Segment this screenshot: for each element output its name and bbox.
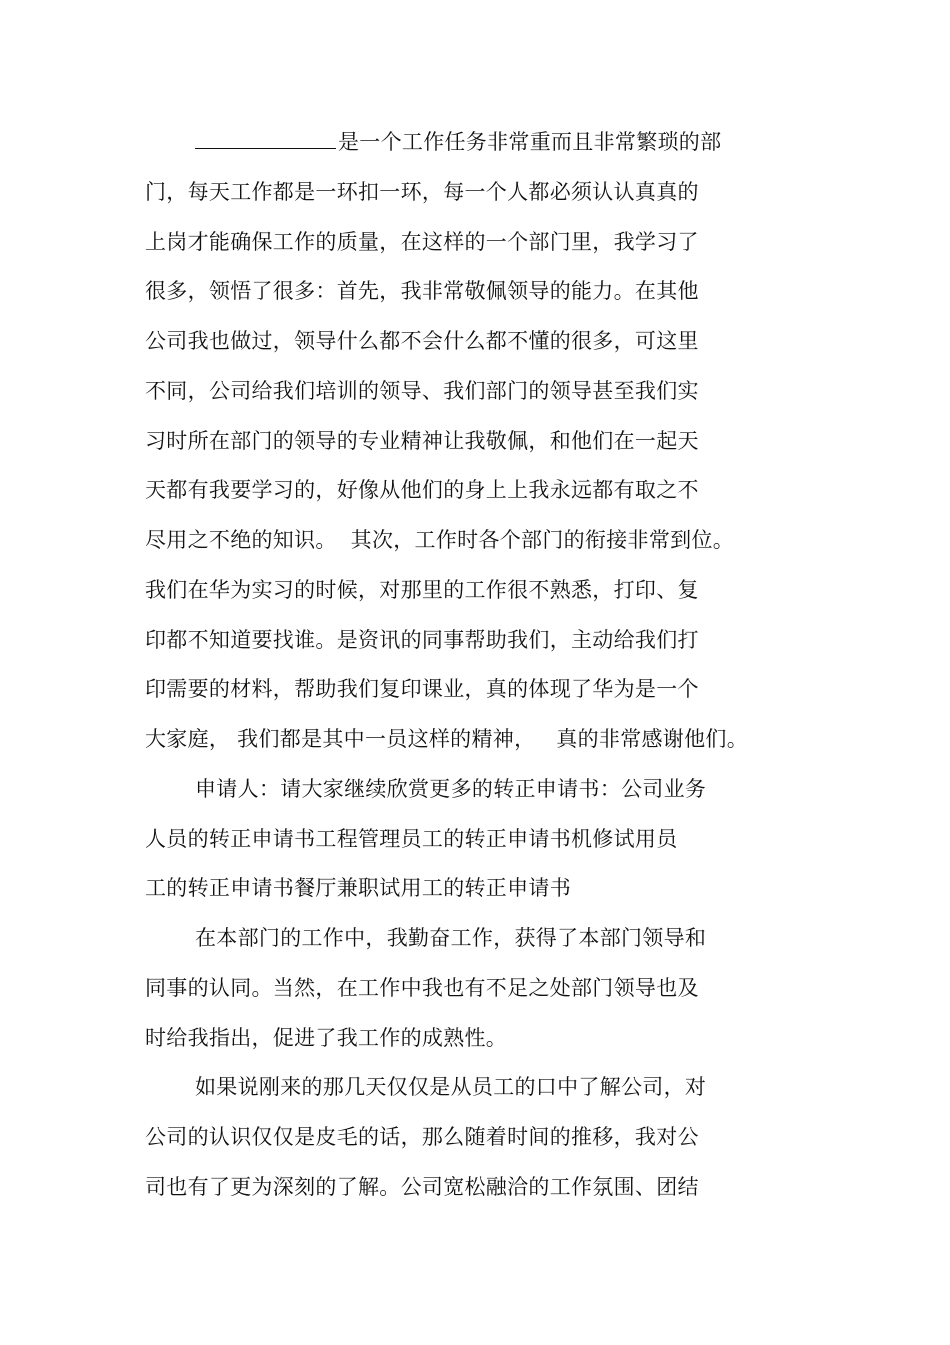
fill-in-blank — [195, 128, 336, 149]
paragraph-line: 印需要的材料，帮助我们复印课业，真的体现了华为是一个 — [145, 677, 699, 701]
paragraph-line: 不同，公司给我们培训的领导、我们部门的领导甚至我们实 — [145, 379, 699, 403]
paragraph-line: 印都不知道要找谁。是资讯的同事帮助我们，主动给我们打 — [145, 628, 699, 652]
paragraph-line: 如果说刚来的那几天仅仅是从员工的口中了解公司，对 — [195, 1075, 707, 1099]
paragraph-line: 公司我也做过，领导什么都不会什么都不懂的很多，可这里 — [145, 329, 699, 353]
paragraph-line: 尽用之不绝的知识。 其次，工作时各个部门的衔接非常到位。 — [145, 528, 735, 552]
paragraph-line: 工的转正申请书餐厅兼职试用工的转正申请书 — [145, 876, 571, 900]
paragraph-line: 时给我指出，促进了我工作的成熟性。 — [145, 1026, 508, 1050]
paragraph-line: 人员的转正申请书工程管理员工的转正申请书机修试用员 — [145, 827, 678, 851]
line-text: 是一个工作任务非常重而且非常繁琐的部 — [338, 130, 722, 154]
paragraph-line: 天都有我要学习的，好像从他们的身上上我永远都有取之不 — [145, 478, 699, 502]
paragraph-line: 公司的认识仅仅是皮毛的话，那么随着时间的推移，我对公 — [145, 1125, 699, 1149]
paragraph-line: 习时所在部门的领导的专业精神让我敬佩，和他们在一起天 — [145, 429, 699, 453]
paragraph-line: 很多，领悟了很多：首先，我非常敬佩领导的能力。在其他 — [145, 279, 699, 303]
paragraph-line: 同事的认同。当然，在工作中我也有不足之处部门领导也及 — [145, 976, 699, 1000]
paragraph-line: 大家庭， 我们都是其中一员这样的精神， 真的非常感谢他们。 — [145, 727, 748, 751]
paragraph-line — [195, 128, 721, 156]
paragraph-line: 司也有了更为深刻的了解。公司宽松融洽的工作氛围、团结 — [145, 1175, 699, 1199]
paragraph-line: 我们在华为实习的时候，对那里的工作很不熟悉，打印、复 — [145, 578, 699, 602]
paragraph-line: 门，每天工作都是一环扣一环，每一个人都必须认认真真的 — [145, 180, 699, 204]
paragraph-line: 上岗才能确保工作的质量，在这样的一个部门里，我学习了 — [145, 230, 699, 254]
paragraph-line: 在本部门的工作中，我勤奋工作，获得了本部门领导和 — [195, 926, 707, 950]
paragraph-line: 申请人：请大家继续欣赏更多的转正申请书：公司业务 — [195, 777, 707, 801]
